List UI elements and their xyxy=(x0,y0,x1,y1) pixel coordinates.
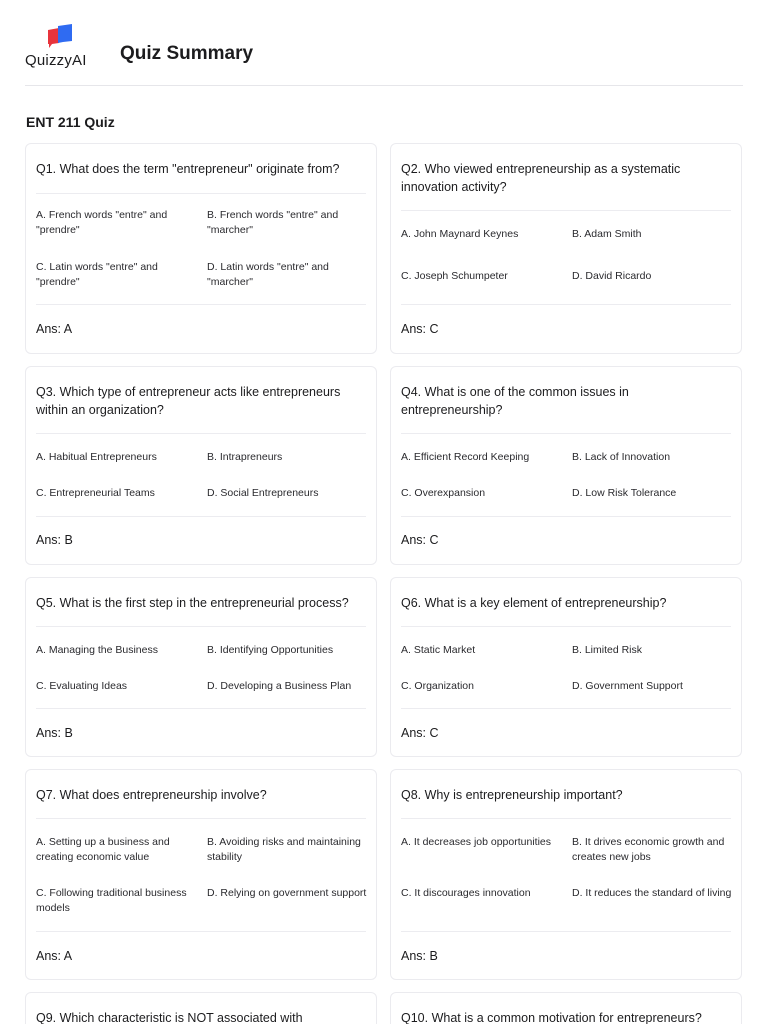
question-card-7 xyxy=(25,769,377,980)
option-c: C. Evaluating Ideas xyxy=(36,680,128,692)
option-a: A. It decreases job opportunities xyxy=(401,836,552,848)
page-title: Quiz Summary xyxy=(120,43,254,64)
answer: Ans: C xyxy=(401,533,439,547)
option-c: C. Latin words "entre" and "prendre" xyxy=(36,261,158,288)
divider xyxy=(36,818,366,819)
divider xyxy=(401,304,731,305)
option-b: B. It drives economic growth and creates new jobs xyxy=(572,836,725,863)
divider xyxy=(401,433,731,434)
option-a: A. John Maynard Keynes xyxy=(401,228,519,240)
divider xyxy=(36,193,366,194)
question-card-3 xyxy=(25,366,377,565)
header xyxy=(0,0,768,86)
option-d: D. Developing a Business Plan xyxy=(207,680,352,692)
question-card-6 xyxy=(390,577,742,757)
option-c: C. Organization xyxy=(401,680,474,692)
option-c: C. It discourages innovation xyxy=(401,887,531,899)
option-d: D. Social Entrepreneurs xyxy=(207,487,319,499)
option-c: C. Entrepreneurial Teams xyxy=(36,487,155,499)
divider xyxy=(36,708,366,709)
option-b: B. Intrapreneurs xyxy=(207,451,283,463)
answer: Ans: B xyxy=(401,949,438,963)
divider xyxy=(401,210,731,211)
quizzyai-logo[interactable] xyxy=(25,22,97,70)
question-text: Q5. What is the first step in the entrepreneurial process? xyxy=(36,596,349,610)
option-d: D. Latin words "entre" and "marcher" xyxy=(207,261,329,288)
question-card-10 xyxy=(390,992,742,1024)
answer: Ans: C xyxy=(401,322,439,336)
option-b: B. Adam Smith xyxy=(572,228,642,240)
divider xyxy=(401,818,731,819)
quiz-title: ENT 211 Quiz xyxy=(26,114,115,130)
question-card-5 xyxy=(25,577,377,757)
divider xyxy=(401,931,731,932)
speech-bubbles-icon xyxy=(46,24,74,50)
question-text: Q8. Why is entrepreneurship important? xyxy=(401,788,623,802)
logo-text: QuizzyAI xyxy=(25,52,87,69)
header-divider xyxy=(25,85,743,86)
option-a: A. Managing the Business xyxy=(36,644,158,656)
answer: Ans: B xyxy=(36,726,73,740)
question-card-2 xyxy=(390,143,742,354)
option-d: D. Relying on government support xyxy=(207,887,367,899)
option-d: D. Low Risk Tolerance xyxy=(572,487,677,499)
option-c: C. Following traditional business models xyxy=(36,887,187,914)
question-text: Q10. What is a common motivation for entrepreneurs? xyxy=(401,1011,702,1024)
divider xyxy=(36,304,366,305)
divider xyxy=(401,626,731,627)
question-text: Q9. Which characteristic is NOT associated with xyxy=(36,1011,303,1024)
option-b: B. Identifying Opportunities xyxy=(207,644,334,656)
question-text: Q4. What is one of the common issues in entrepreneurship? xyxy=(401,385,629,417)
question-text: Q2. Who viewed entrepreneurship as a systematic innovation activity? xyxy=(401,162,681,194)
option-d: D. David Ricardo xyxy=(572,270,652,282)
option-b: B. Lack of Innovation xyxy=(572,451,671,463)
question-text: Q3. Which type of entrepreneur acts like entrepreneurs within an organization? xyxy=(36,385,341,417)
option-a: A. Habitual Entrepreneurs xyxy=(36,451,157,463)
divider xyxy=(401,516,731,517)
question-card-1 xyxy=(25,143,377,354)
option-c: C. Joseph Schumpeter xyxy=(401,270,508,282)
option-d: D. Government Support xyxy=(572,680,683,692)
divider xyxy=(36,931,366,932)
divider xyxy=(36,626,366,627)
question-text: Q1. What does the term "entrepreneur" originate from? xyxy=(36,162,340,176)
option-b: B. French words "entre" and "marcher" xyxy=(207,209,339,236)
answer: Ans: A xyxy=(36,949,73,963)
divider xyxy=(401,708,731,709)
divider xyxy=(36,516,366,517)
option-b: B. Limited Risk xyxy=(572,644,643,656)
question-text: Q6. What is a key element of entrepreneurship? xyxy=(401,596,667,610)
option-a: A. Efficient Record Keeping xyxy=(401,451,530,463)
option-a: A. Setting up a business and creating economic value xyxy=(36,836,170,863)
option-b: B. Avoiding risks and maintaining stability xyxy=(207,836,361,863)
question-card-4 xyxy=(390,366,742,565)
answer: Ans: A xyxy=(36,322,73,336)
answer: Ans: C xyxy=(401,726,439,740)
question-card-8 xyxy=(390,769,742,980)
option-a: A. Static Market xyxy=(401,644,476,656)
answer: Ans: B xyxy=(36,533,73,547)
question-text: Q7. What does entrepreneurship involve? xyxy=(36,788,267,802)
question-card-9 xyxy=(25,992,377,1024)
option-a: A. French words "entre" and "prendre" xyxy=(36,209,168,236)
option-d: D. It reduces the standard of living xyxy=(572,887,732,899)
divider xyxy=(36,433,366,434)
option-c: C. Overexpansion xyxy=(401,487,486,499)
